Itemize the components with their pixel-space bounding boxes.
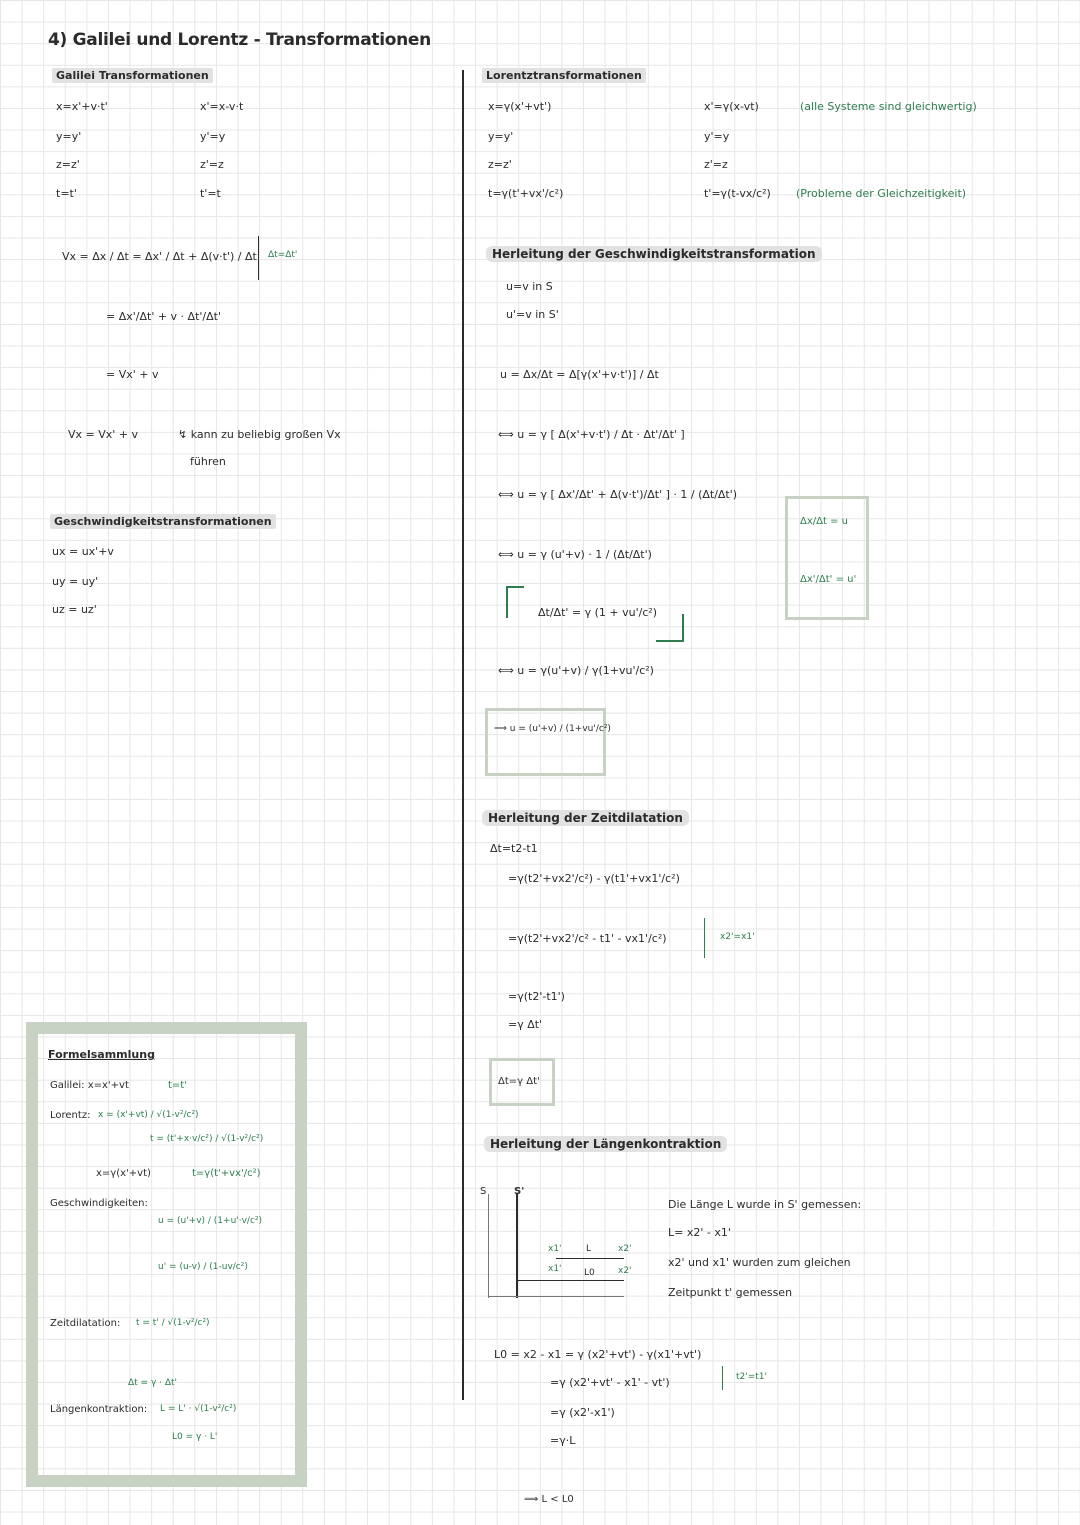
side-def-u: Δx/Δt = u bbox=[800, 516, 848, 527]
title-prefix: 4) Galilei und bbox=[48, 30, 178, 50]
deriv-result: ⟹ u = (u'+v) / (1+vu'/c²) bbox=[494, 724, 611, 734]
formel-heading: Formelsammlung bbox=[48, 1048, 155, 1061]
formel-gamma-t: t=γ(t'+vx'/c²) bbox=[192, 1168, 261, 1179]
zeit-step-2: =γ(t2'+vx2'/c² - t1' - vx1'/c²) bbox=[508, 932, 667, 945]
diag-L: L bbox=[586, 1244, 592, 1254]
title-highlight: Lorentz - Transformationen bbox=[177, 30, 431, 50]
zeit-step-4: =γ Δt' bbox=[508, 1018, 543, 1031]
lk-text-3: x2' und x1' wurden zum gleichen bbox=[668, 1256, 851, 1269]
u-row-z: uz = uz' bbox=[52, 603, 97, 616]
lorentz-row-z: z=z' bbox=[488, 158, 512, 171]
lorentz-row-x: x=γ(x'+vt') bbox=[488, 100, 552, 113]
herleitung-laenge-heading: Herleitung der Längenkontraktion bbox=[484, 1136, 727, 1152]
lk-step-b: =γ (x2'+vt' - x1' - vt') bbox=[550, 1376, 670, 1389]
galilei-row-x: x=x'+v·t' bbox=[56, 100, 108, 113]
lorentz-row-t: t=γ(t'+vx'/c²) bbox=[488, 187, 564, 200]
lorentz-inv-y: y'=y bbox=[704, 130, 730, 143]
u-in-s: u=v in S bbox=[506, 280, 553, 293]
lk-side-note: t2'=t1' bbox=[736, 1372, 767, 1382]
bracket-left bbox=[506, 586, 524, 618]
diag-x1-prime-b: x1' bbox=[548, 1264, 562, 1274]
formel-lorentz-t: t = (t'+x·v/c²) / √(1-v²/c²) bbox=[150, 1134, 264, 1144]
lk-side-bar bbox=[722, 1366, 723, 1390]
axis-s-label: S bbox=[480, 1186, 487, 1197]
lorentz-heading: Lorentztransformationen bbox=[482, 68, 646, 83]
galilei-inv-z: z'=z bbox=[200, 158, 224, 171]
deriv-step-1: u = Δx/Δt = Δ[γ(x'+v·t')] / Δt bbox=[500, 368, 659, 381]
zeit-result: Δt=γ Δt' bbox=[498, 1076, 540, 1087]
lk-step-d: =γ·L bbox=[550, 1434, 576, 1447]
side-def-u-prime: Δx'/Δt' = u' bbox=[800, 574, 857, 585]
lorentz-inv-t: t'=γ(t-vx/c²) bbox=[704, 187, 771, 200]
dt-note-bar bbox=[258, 236, 259, 280]
formel-galilei: Galilei: x=x'+vt bbox=[50, 1080, 129, 1091]
deriv-step-6: ⟺ u = γ(u'+v) / γ(1+vu'/c²) bbox=[498, 664, 654, 677]
geschw-heading: Geschwindigkeitstransformationen bbox=[50, 514, 276, 529]
vx-derivation-1: Vx = Δx / Δt = Δx' / Δt + Δ(v·t') / Δt bbox=[62, 250, 257, 263]
formel-geschw-label: Geschwindigkeiten: bbox=[50, 1198, 148, 1209]
galilei-heading: Galilei Transformationen bbox=[52, 68, 213, 83]
lk-step-e: ⟹ L < L0 bbox=[524, 1494, 574, 1505]
deriv-step-5: Δt/Δt' = γ (1 + vu'/c²) bbox=[538, 606, 658, 619]
center-divider bbox=[462, 70, 464, 1400]
bracket-right bbox=[656, 614, 684, 642]
result-box-geschw bbox=[485, 708, 606, 776]
u-in-s-prime: u'=v in S' bbox=[506, 308, 559, 321]
formel-laengen-label: Längenkontraktion: bbox=[50, 1404, 148, 1415]
formelsammlung-box bbox=[26, 1022, 307, 1487]
formel-u1: u = (u'+v) / (1+u'·v/c²) bbox=[158, 1216, 263, 1226]
formel-u2: u' = (u-v) / (1-uv/c²) bbox=[158, 1262, 248, 1272]
note-beliebig: ↯ kann zu beliebig großen Vx bbox=[178, 428, 341, 441]
lorentz-row-y: y=y' bbox=[488, 130, 514, 143]
lk-text-4: Zeitpunkt t' gemessen bbox=[668, 1286, 793, 1299]
galilei-row-z: z=z' bbox=[56, 158, 80, 171]
diag-x2-prime: x2' bbox=[618, 1244, 632, 1254]
u-row-y: uy = uy' bbox=[52, 575, 99, 588]
zeit-step-0: Δt=t2-t1 bbox=[490, 842, 538, 855]
formel-zeit-label: Zeitdilatation: bbox=[50, 1318, 121, 1329]
vx-derivation-2: = Δx'/Δt' + v · Δt'/Δt' bbox=[106, 310, 221, 323]
note-gleichzeitigkeit: (Probleme der Gleichzeitigkeit) bbox=[796, 187, 967, 200]
formel-gamma-x: x=γ(x'+vt) bbox=[96, 1168, 151, 1179]
lk-step-a: L0 = x2 - x1 = γ (x2'+vt') - γ(x1'+vt') bbox=[494, 1348, 702, 1361]
diag-x2-prime-b: x2' bbox=[618, 1266, 632, 1276]
deriv-step-2: ⟺ u = γ [ Δ(x'+v·t') / Δt · Δt'/Δt' ] bbox=[498, 428, 685, 441]
zeit-side-bar bbox=[704, 918, 705, 958]
note-systeme: (alle Systeme sind gleichwertig) bbox=[800, 100, 977, 113]
zeit-step-3: =γ(t2'-t1') bbox=[508, 990, 565, 1003]
axis-s-prime-line bbox=[516, 1194, 518, 1298]
formel-laengen-f: L = L' · √(1-v²/c²) bbox=[160, 1404, 237, 1414]
galilei-row-t: t=t' bbox=[56, 187, 77, 200]
zeit-side-note: x2'=x1' bbox=[720, 932, 755, 942]
length-bar bbox=[556, 1258, 624, 1259]
zeit-step-1: =γ(t2'+vx2'/c²) - γ(t1'+vx1'/c²) bbox=[508, 872, 680, 885]
formel-lorentz-x: x = (x'+vt) / √(1-v²/c²) bbox=[98, 1110, 199, 1120]
formel-laengen-f2: L0 = γ · L' bbox=[172, 1432, 218, 1442]
lk-text-2: L= x2' - x1' bbox=[668, 1226, 731, 1239]
herleitung-zeit-heading: Herleitung der Zeitdilatation bbox=[482, 810, 689, 826]
vx-derivation-3: = Vx' + v bbox=[106, 368, 159, 381]
formel-zeit-f2: Δt = γ · Δt' bbox=[128, 1378, 178, 1388]
diag-L0: L0 bbox=[584, 1268, 595, 1278]
lorentz-inv-z: z'=z bbox=[704, 158, 728, 171]
diag-x1-prime: x1' bbox=[548, 1244, 562, 1254]
side-box-defs bbox=[785, 496, 869, 620]
galilei-inv-t: t'=t bbox=[200, 187, 221, 200]
deriv-step-4: ⟺ u = γ (u'+v) · 1 / (Δt/Δt') bbox=[498, 548, 652, 561]
lk-step-c: =γ (x2'-x1') bbox=[550, 1406, 615, 1419]
lorentz-inv-x: x'=γ(x-vt) bbox=[704, 100, 759, 113]
galilei-inv-x: x'=x-v·t bbox=[200, 100, 244, 113]
galilei-row-y: y=y' bbox=[56, 130, 82, 143]
axis-s-line bbox=[488, 1194, 489, 1298]
formel-zeit-f: t = t' / √(1-v²/c²) bbox=[136, 1318, 210, 1328]
dt-note: Δt=Δt' bbox=[268, 250, 298, 260]
note-fuehren: führen bbox=[190, 455, 226, 468]
u-row-x: ux = ux'+v bbox=[52, 545, 114, 558]
herleitung-geschw-heading: Herleitung der Geschwindigkeitstransformation bbox=[486, 246, 822, 262]
axis-s-prime-label: S' bbox=[514, 1186, 525, 1197]
vx-final: Vx = Vx' + v bbox=[68, 428, 139, 441]
lk-text-1: Die Länge L wurde in S' gemessen: bbox=[668, 1198, 862, 1211]
formel-galilei-t: t=t' bbox=[168, 1080, 187, 1091]
deriv-step-3: ⟺ u = γ [ Δx'/Δt' + Δ(v·t')/Δt' ] · 1 / (Δt/Δt') bbox=[498, 488, 738, 501]
galilei-inv-y: y'=y bbox=[200, 130, 226, 143]
axis-x-line bbox=[488, 1296, 624, 1297]
axis-x-prime-line bbox=[516, 1280, 624, 1281]
formel-lorentz-label: Lorentz: bbox=[50, 1110, 91, 1121]
page-title bbox=[48, 30, 431, 50]
